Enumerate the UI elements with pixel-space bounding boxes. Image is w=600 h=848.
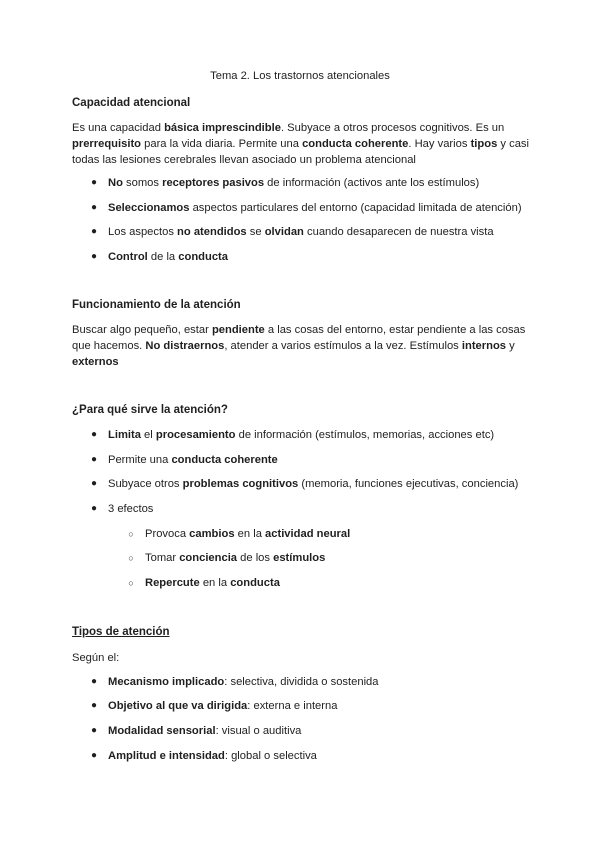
bullet-icon: ● bbox=[90, 251, 98, 262]
list-item: 3 efectos bbox=[108, 503, 154, 515]
list-item: Subyace otros problemas cognitivos (memoria, funciones ejecutivas, conciencia) bbox=[108, 478, 519, 490]
paragraph-funcionamiento: Buscar algo pequeño, estar pendiente a las cosas del entorno, estar pendiente a las cosas que hacemos. No distraernos, atender a varios estímulos a la vez. Estímulos internos y externos bbox=[72, 324, 526, 368]
list-item: Objetivo al que va dirigida: externa e interna bbox=[108, 700, 338, 712]
list-item: Control de la conducta bbox=[108, 251, 228, 263]
bullet-icon: ● bbox=[90, 478, 98, 489]
section-heading-para-que: ¿Para qué sirve la atención? bbox=[72, 404, 228, 416]
sub-bullet-icon: ○ bbox=[128, 529, 134, 539]
bullet-icon: ● bbox=[90, 750, 98, 761]
sub-bullet-icon: ○ bbox=[128, 578, 134, 588]
sub-list-item: Repercute en la conducta bbox=[145, 577, 280, 589]
section-heading-capacidad: Capacidad atencional bbox=[72, 97, 191, 109]
section-heading-tipos: Tipos de atención bbox=[72, 626, 170, 638]
list-item: Seleccionamos aspectos particulares del entorno (capacidad limitada de atención) bbox=[108, 202, 522, 214]
bullet-icon: ● bbox=[90, 700, 98, 711]
sub-list-item: Tomar conciencia de los estímulos bbox=[145, 552, 326, 564]
list-item: Amplitud e intensidad: global o selectiva bbox=[108, 750, 317, 762]
bullet-icon: ● bbox=[90, 429, 98, 440]
bullet-icon: ● bbox=[90, 202, 98, 213]
list-item: No somos receptores pasivos de información (activos ante los estímulos) bbox=[108, 177, 480, 189]
bullet-icon: ● bbox=[90, 676, 98, 687]
list-item: Mecanismo implicado: selectiva, dividida o sostenida bbox=[108, 676, 379, 688]
list-item: Los aspectos no atendidos se olvidan cuando desaparecen de nuestra vista bbox=[108, 226, 494, 238]
bullet-icon: ● bbox=[90, 454, 98, 465]
sub-list-item: Provoca cambios en la actividad neural bbox=[145, 528, 351, 540]
bullet-icon: ● bbox=[90, 177, 98, 188]
bullet-icon: ● bbox=[90, 226, 98, 237]
bullet-icon: ● bbox=[90, 503, 98, 514]
document-title: Tema 2. Los trastornos atencionales bbox=[210, 70, 390, 82]
list-item: Permite una conducta coherente bbox=[108, 454, 278, 466]
section-heading-funcionamiento: Funcionamiento de la atención bbox=[72, 299, 241, 311]
paragraph-segun: Según el: bbox=[72, 652, 120, 664]
paragraph-capacidad: Es una capacidad básica imprescindible. Subyace a otros procesos cognitivos. Es un prerrequisito para la vida diaria. Permite una conducta coherente. Hay varios tipos y casi todas las lesiones cerebrales llevan asociado un problema atencional bbox=[72, 122, 530, 166]
list-item: Limita el procesamiento de información (estímulos, memorias, acciones etc) bbox=[108, 429, 495, 441]
sub-bullet-icon: ○ bbox=[128, 553, 134, 563]
bullet-icon: ● bbox=[90, 725, 98, 736]
list-item: Modalidad sensorial: visual o auditiva bbox=[108, 725, 302, 737]
